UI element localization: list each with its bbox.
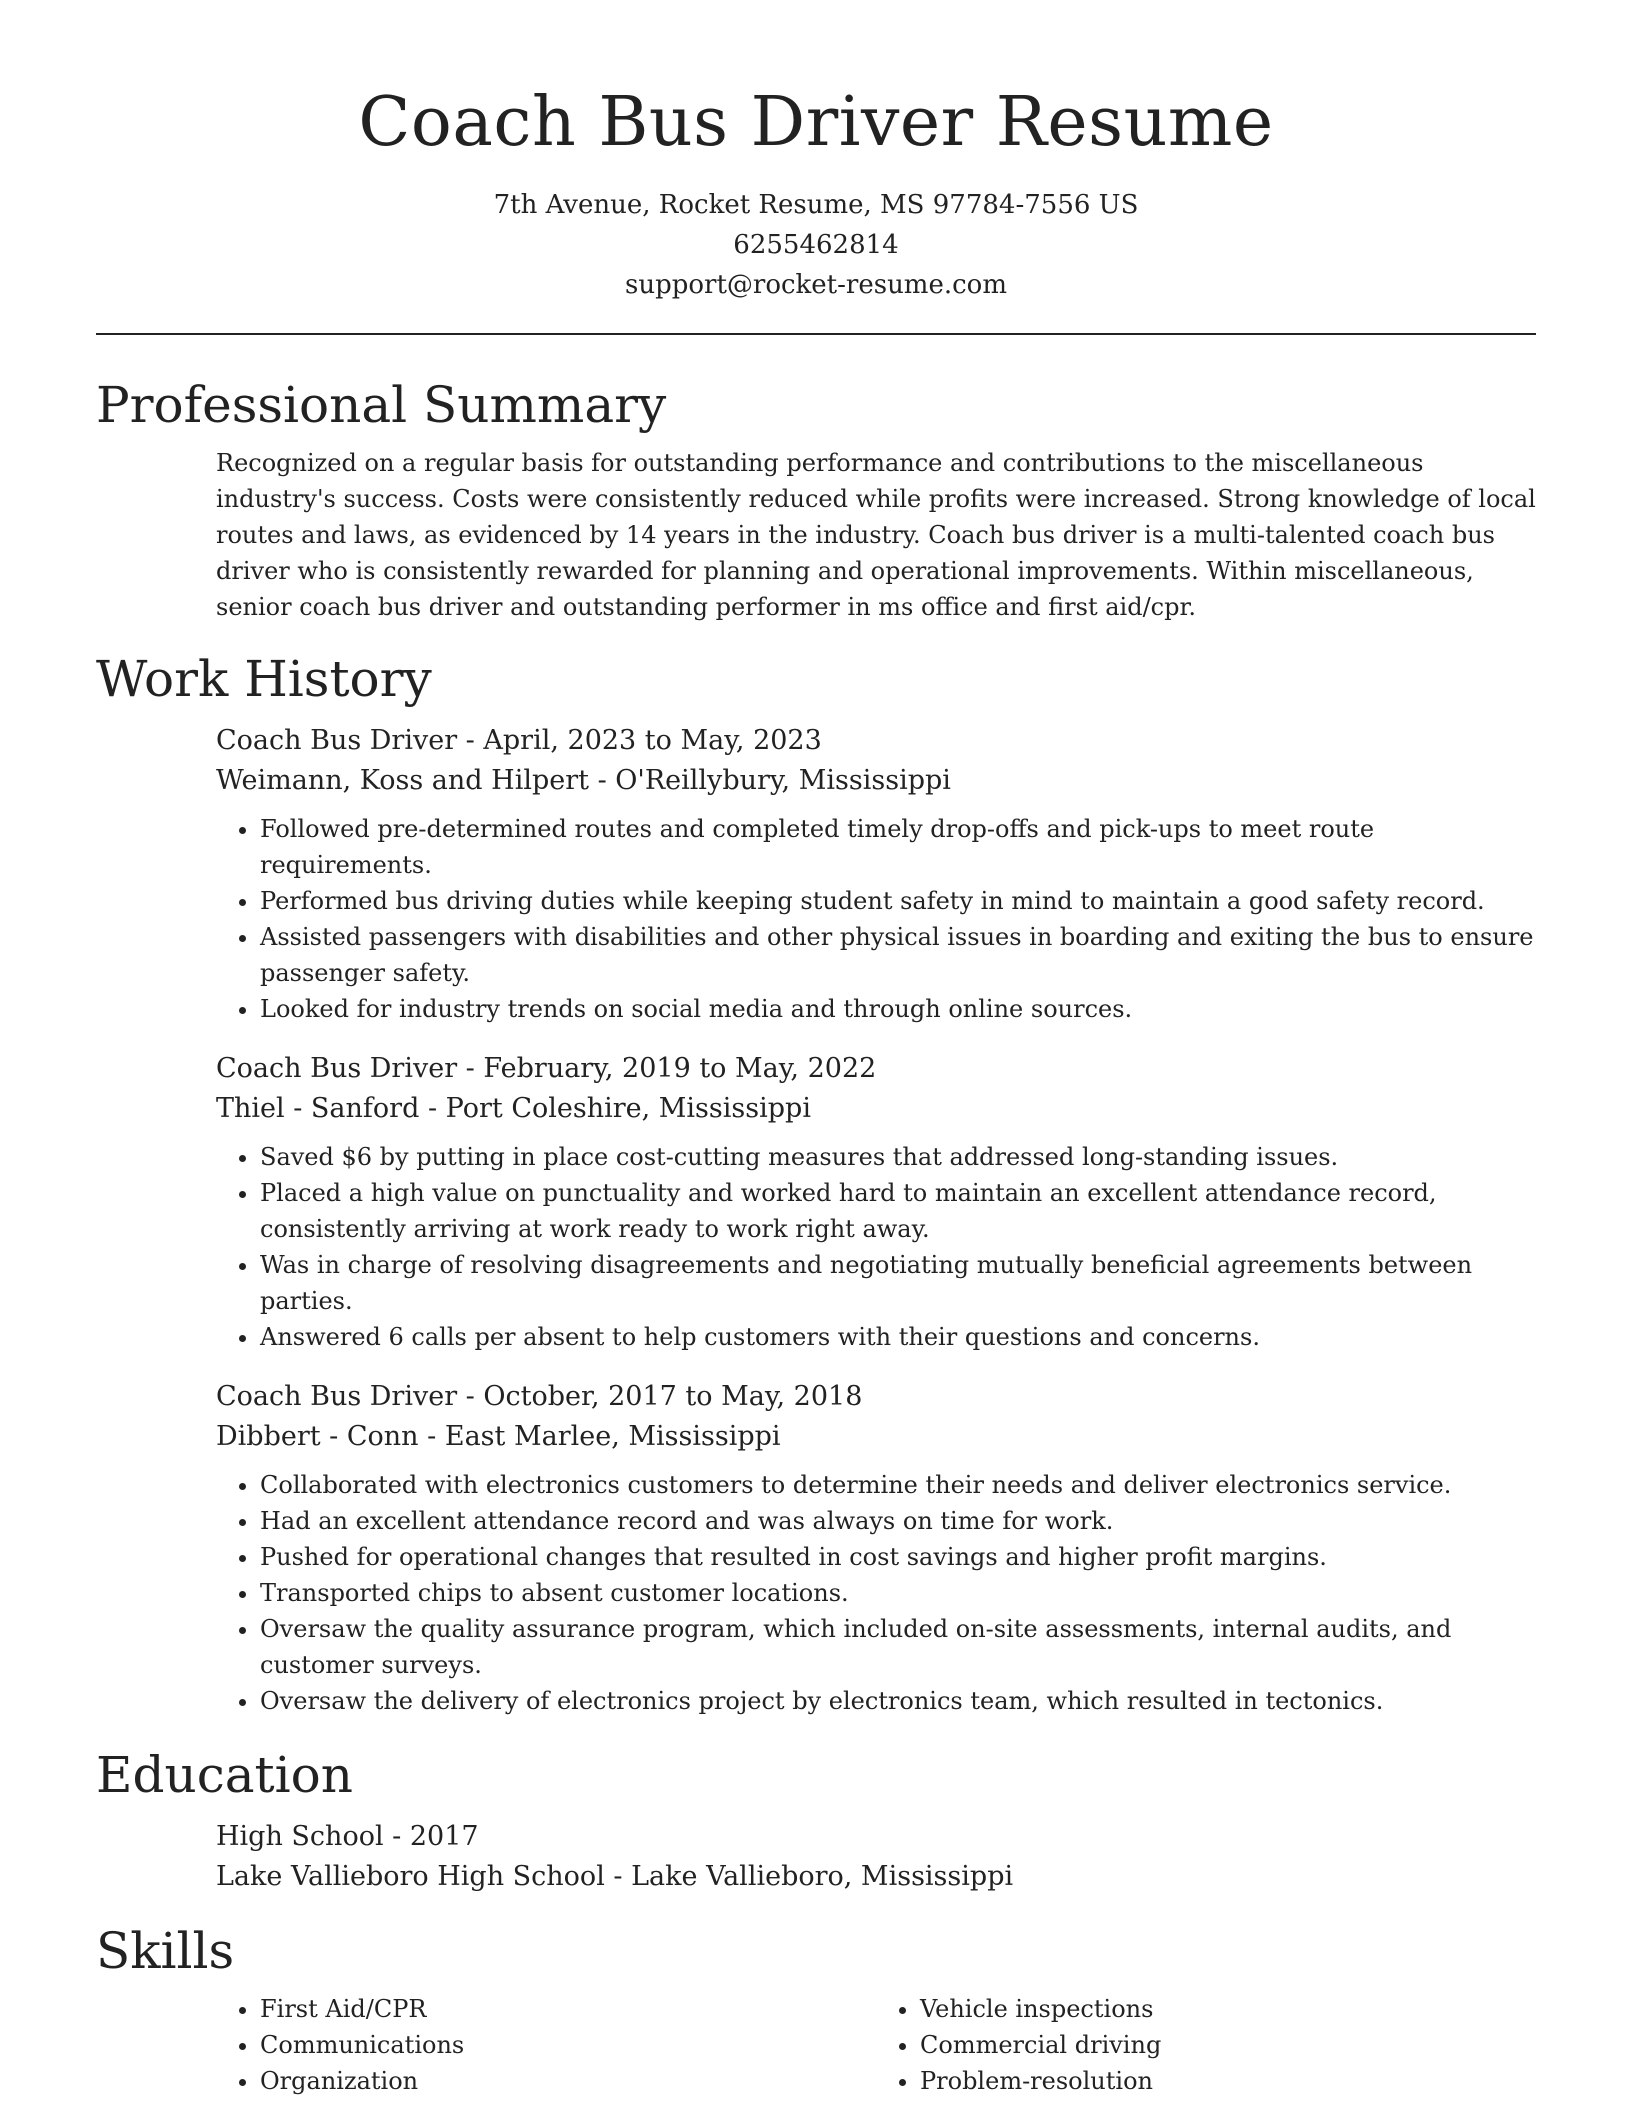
company-name: Thiel - Sanford [216,1092,420,1124]
job-title-line: Coach Bus Driver - April, 2023 to May, 2023 [216,724,822,756]
school-location: - Lake Vallieboro, Mississippi [604,1860,1014,1892]
job-company-line [216,1089,1536,1129]
job-title-line: Coach Bus Driver - February, 2019 to May, 2022 [216,1052,877,1084]
skills-section [96,1921,1536,2099]
contact-phone: 6255462814 [733,229,899,260]
company-location: - O'Reillybury, Mississippi [589,764,951,796]
list-item: • Performed bus driving duties while keeping student safety in mind to maintain a good safety record. [260,883,1536,919]
list-item: • Placed a high value on punctuality and worked hard to maintain an excellent attendance record, consistently arriving at work ready to work right away. [260,1175,1536,1247]
list-item: • Was in charge of resolving disagreements and negotiating mutually beneficial agreements between parties. [260,1247,1536,1319]
job-company-line [216,761,1536,801]
summary-text: Recognized on a regular basis for outstanding performance and contributions to the miscellaneous industry's success. Costs were consistently reduced while profits were increased. Strong knowledge of local routes and laws, as evidenced by 14 years in the industry. Coach bus driver is a multi-talented coach bus driver who is consistently rewarded for planning and operational improvements. Within miscellaneous, senior coach bus driver and outstanding performer in ms office and first aid/cpr. [216,448,1536,621]
job-entry [216,721,1536,1027]
degree-line: High School - 2017 [216,1820,479,1852]
contact-email: support@rocket-resume.com [624,269,1007,300]
list-item: • Vehicle inspections [920,1991,1536,2027]
list-item: • First Aid/CPR [260,1991,876,2027]
list-item: • Organization [260,2063,876,2099]
summary-heading: Professional Summary [96,375,667,434]
list-item: • Assisted passengers with disabilities and other physical issues in boarding and exiting the bus to ensure passenger safety. [260,919,1536,991]
list-item: • Problem-resolution [920,2063,1536,2099]
school-name: Lake Vallieboro High School [216,1860,605,1892]
contact-address: 7th Avenue, Rocket Resume, MS 97784-7556 US [493,189,1139,220]
job-entry [216,1377,1536,1719]
skills-heading: Skills [96,1921,235,1980]
job-entry [216,1049,1536,1355]
list-item: • Followed pre-determined routes and completed timely drop-offs and pick-ups to meet route requirements. [260,811,1536,883]
list-item: • Transported chips to absent customer locations. [260,1575,1536,1611]
job-title-line: Coach Bus Driver - October, 2017 to May, 2018 [216,1380,863,1412]
company-location: - East Marlee, Mississippi [418,1420,781,1452]
list-item: • Had an excellent attendance record and was always on time for work. [260,1503,1536,1539]
skills-list [216,1981,1536,2099]
work-history-section [96,649,1536,1719]
list-item: • Answered 6 calls per absent to help customers with their questions and concerns. [260,1319,1536,1355]
list-item: • Commercial driving [920,2027,1536,2063]
list-item: • Saved $6 by putting in place cost-cutting measures that addressed long-standing issues. [260,1139,1536,1175]
education-section [96,1745,1536,1897]
header-divider [96,333,1536,335]
list-item: • Collaborated with electronics customers to determine their needs and deliver electronics service. [260,1467,1536,1503]
skills-column-right [876,1981,1536,2099]
skills-column-left [216,1981,876,2099]
education-heading: Education [96,1745,353,1804]
job-company-line [216,1417,1536,1457]
list-item: • Communications [260,2027,876,2063]
list-item: • Oversaw the delivery of electronics project by electronics team, which resulted in tectonics. [260,1683,1536,1719]
work-history-heading: Work History [96,649,432,708]
company-name: Dibbert - Conn [216,1420,419,1452]
school-line [216,1857,1536,1897]
summary-section [96,375,1536,625]
company-location: - Port Coleshire, Mississippi [419,1092,811,1124]
resume-title: Coach Bus Driver Resume [358,83,1274,162]
resume-header [0,0,1632,305]
list-item: • Oversaw the quality assurance program, which included on-site assessments, internal audits, and customer surveys. [260,1611,1536,1683]
job-duties [216,1467,1536,1719]
contact-info [0,185,1632,305]
job-duties [216,811,1536,1027]
list-item: • Pushed for operational changes that resulted in cost savings and higher profit margins. [260,1539,1536,1575]
list-item: • Looked for industry trends on social media and through online sources. [260,991,1536,1027]
job-duties [216,1139,1536,1355]
company-name: Weimann, Koss and Hilpert [216,764,589,796]
